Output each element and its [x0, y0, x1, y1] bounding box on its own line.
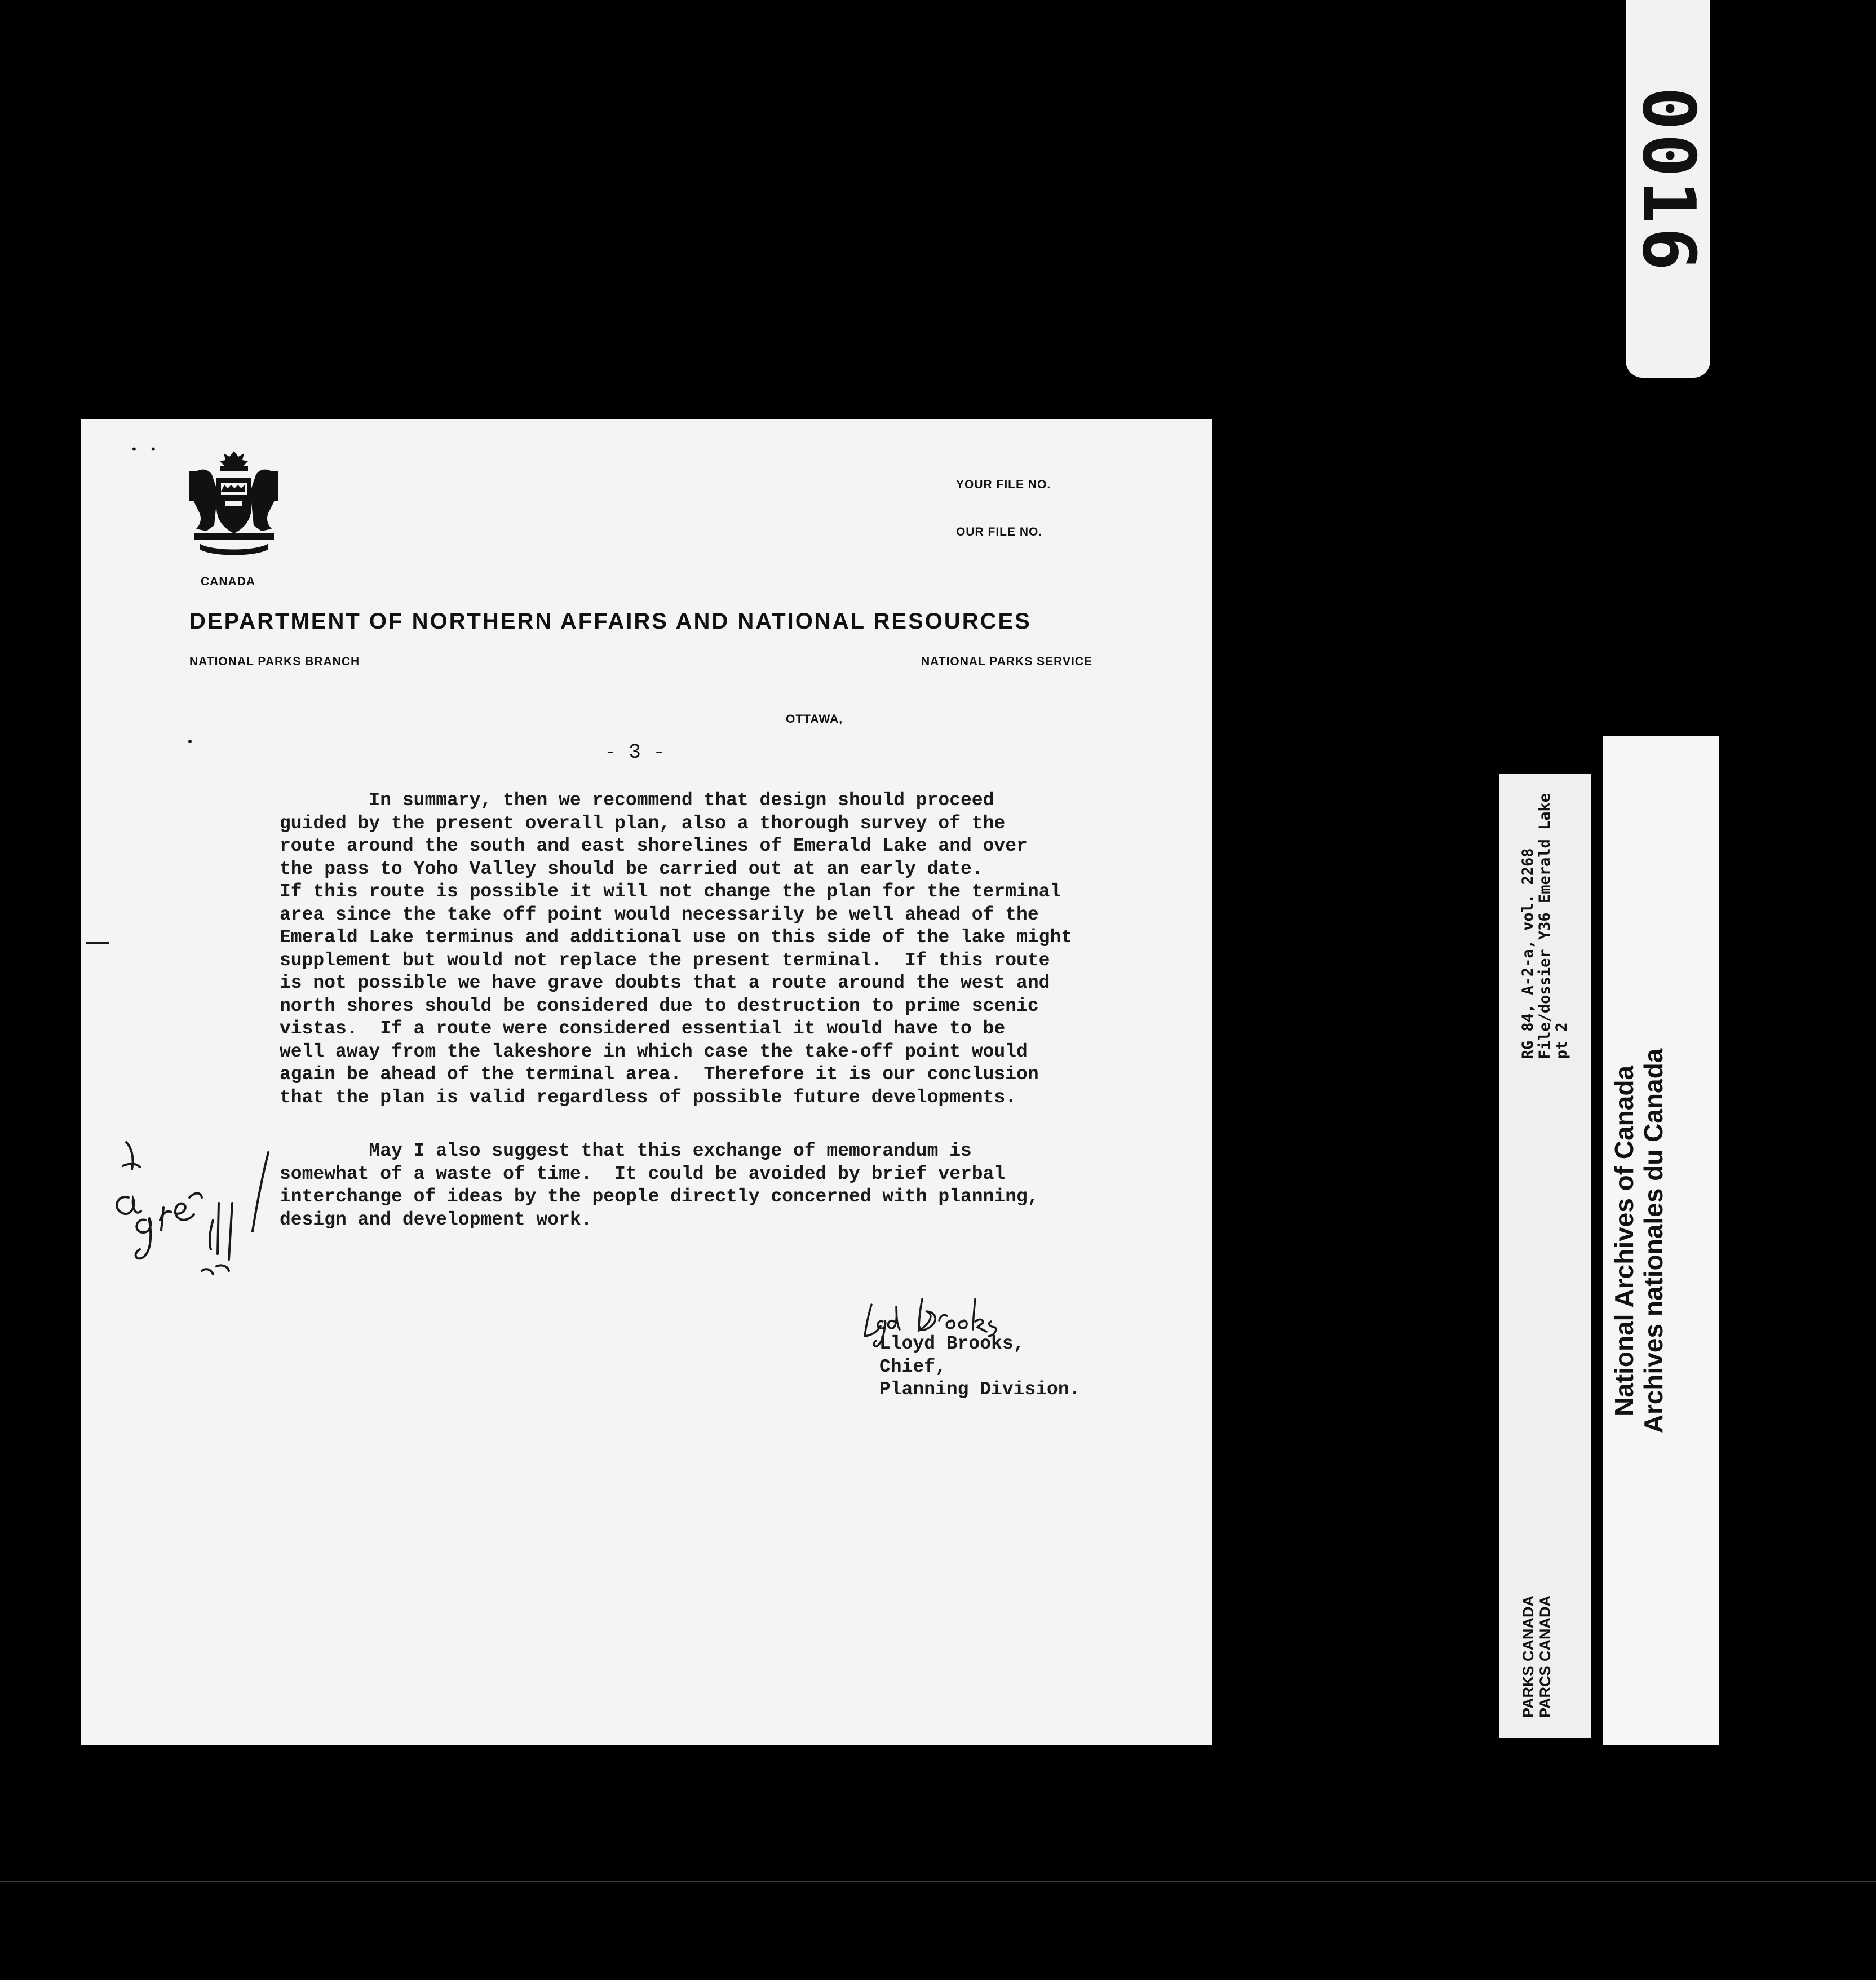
film-frame-strip: [1626, 0, 1710, 378]
nac-name-fr: Archives nationales du Canada: [1639, 1048, 1668, 1434]
nac-name-en: National Archives of Canada: [1609, 1066, 1639, 1417]
signer-division: Planning Division.: [879, 1379, 1081, 1400]
department-title: DEPARTMENT OF NORTHERN AFFAIRS AND NATIONAL RESOURCES: [189, 609, 1032, 634]
branch-name: NATIONAL PARKS BRANCH: [189, 655, 360, 668]
speck-dot: [188, 740, 192, 743]
parks-name-fr: PARCS CANADA: [1537, 1595, 1554, 1718]
national-archives-label: [1603, 736, 1719, 1745]
parks-canada-label: [1499, 774, 1591, 1738]
archive-reference-block: [1520, 793, 1570, 1059]
city-line: OTTAWA,: [786, 713, 843, 726]
service-name: NATIONAL PARKS SERVICE: [921, 655, 1092, 668]
archive-reference-part: pt 2: [1553, 1022, 1570, 1059]
page-number: - 3 -: [604, 741, 666, 764]
film-edge-line: [0, 1881, 1876, 1882]
signer-title: Chief,: [879, 1356, 946, 1377]
speck-marks: • •: [132, 442, 161, 456]
parks-label-rotated: [1520, 782, 1570, 1729]
body-paragraph-suggestion: May I also suggest that this exchange of memorandum is somewhat of a waste of time. It could be avoided by brief verbal interchange of ideas by the people directly concerned with planning, design and development work.: [280, 1141, 1039, 1230]
coat-of-arms-icon: [188, 449, 280, 556]
archive-reference-file: File/dossier Y36 Emerald Lake: [1536, 793, 1554, 1059]
body-paragraph-summary: In summary, then we recommend that design should proceed guided by the present overall plan, also a thorough survey of the route around the south and east shorelines of Emerald Lake and over the pass to Yoho Valley should be carried out at an early date. If this route is possible it will not change the plan for the terminal area since the take off point would necessarily be well ahead of the Emerald Lake terminus and additional use on this side of the lake might supplement but would not replace the present terminal. If this route is not possible we have grave doubts that a route around the west and north shores should be considered due to destruction to prime scenic vistas. If a route were considered essential it would have to be well away from the lakeshore in which case the take-off point would again be ahead of the terminal area. Therefore it is our conclusion that the plan is valid regardless of possible future developments.: [280, 790, 1073, 1108]
our-file-label: OUR FILE NO.: [956, 525, 1043, 538]
country-caption: CANADA: [201, 575, 255, 588]
signature-block: [879, 1333, 1080, 1402]
handwritten-note: [106, 1135, 309, 1316]
signer-name: Lloyd Brooks,: [879, 1333, 1025, 1354]
frame-number: 0016: [1626, 86, 1710, 275]
parks-name-en: PARKS CANADA: [1520, 1595, 1537, 1718]
document-page: [81, 419, 1212, 1745]
archive-reference-volume: RG 84, A-2-a, vol. 2268: [1519, 848, 1537, 1059]
nac-label-rotated: [1609, 767, 1668, 1714]
parks-name-block: [1520, 1596, 1554, 1718]
margin-mark: [86, 942, 109, 944]
your-file-label: YOUR FILE NO.: [956, 478, 1051, 491]
